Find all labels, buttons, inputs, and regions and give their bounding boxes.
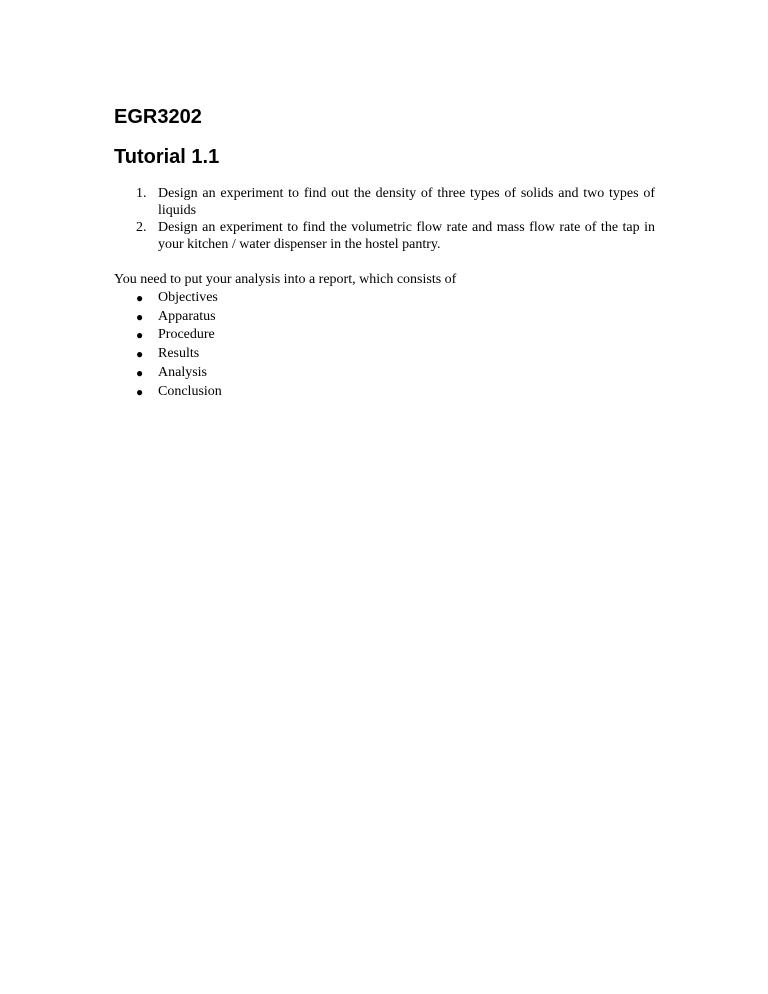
list-item [114,308,659,327]
list-item [114,383,659,402]
document-content [114,104,659,401]
task-list [114,185,659,253]
bullet-icon: ● [136,291,144,305]
course-code-heading: EGR3202 [114,106,202,128]
bullet-icon: ● [136,309,144,324]
report-section-label: Procedure [158,327,215,343]
list-item [114,364,659,383]
task-text: Design an experiment to find out the density of three types of solids and two types of liquids [158,186,655,218]
task-item [114,219,655,253]
report-section-label: Objectives [158,290,218,305]
report-intro-text: You need to put your analysis into a report, which consists of [114,272,457,287]
report-section-label: Results [158,346,200,362]
task-item [114,185,655,219]
bullet-icon: ● [136,384,144,399]
list-item [114,289,659,308]
report-section-list [114,289,659,401]
task-number: 1. [136,186,147,201]
list-item [114,326,659,345]
bullet-icon: ● [136,328,144,343]
list-item [114,345,659,364]
tutorial-title-heading: Tutorial 1.1 [114,146,220,168]
report-section-label: Conclusion [158,383,222,399]
bullet-icon: ● [136,365,144,380]
task-number: 2. [136,220,147,235]
report-section-label: Analysis [158,364,207,380]
bullet-icon: ● [136,347,144,362]
report-section-label: Apparatus [158,308,216,324]
task-text: Design an experiment to find the volumetric flow rate and mass flow rate of the tap in your kitchen / water dispenser in the hostel pantry. [158,220,655,252]
